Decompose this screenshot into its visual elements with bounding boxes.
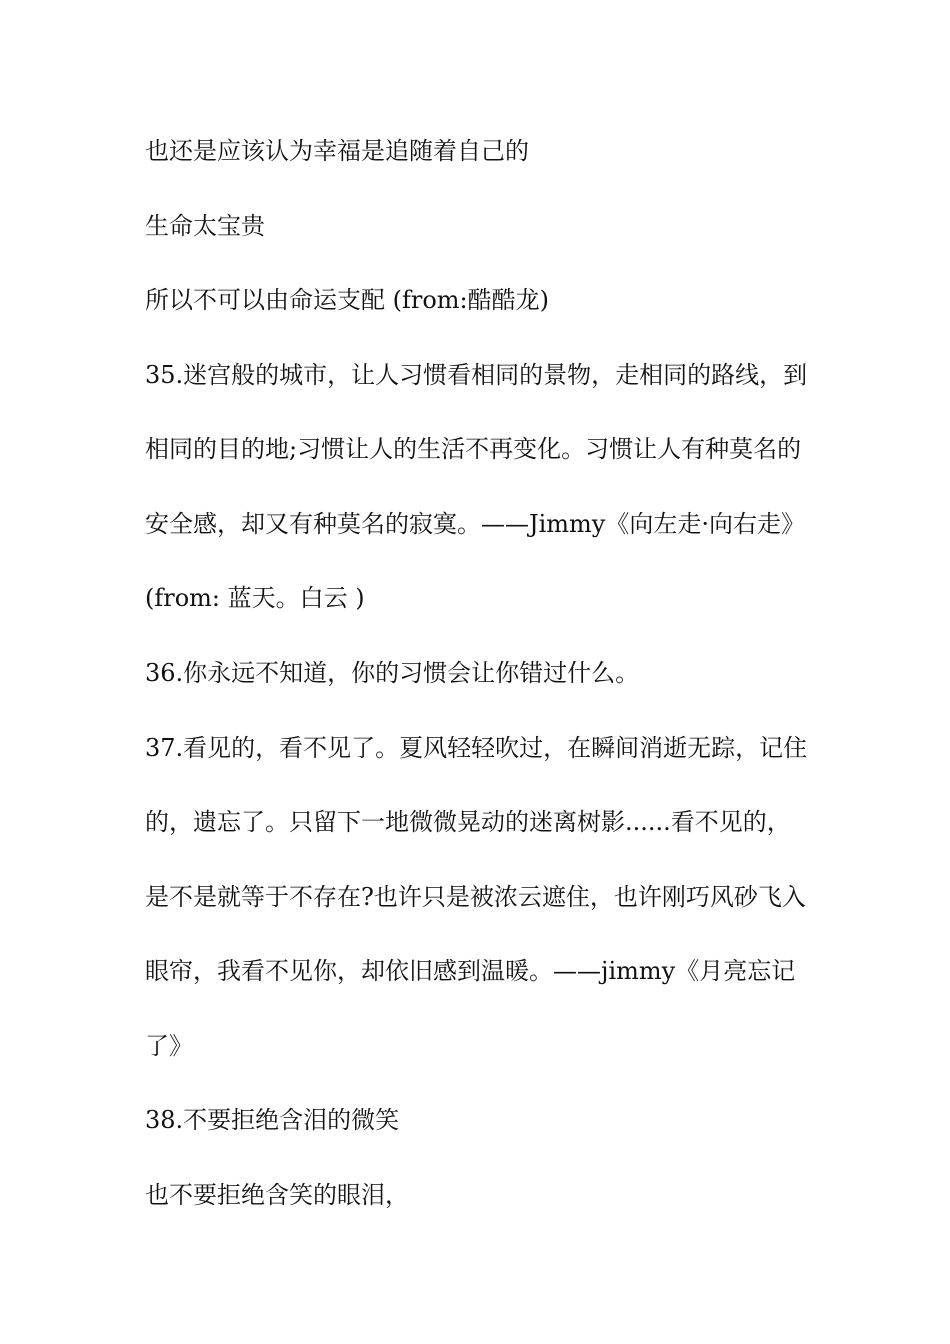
text-line: 也不要拒绝含笑的眼泪，	[145, 1181, 409, 1209]
text-line: 相同的目的地;习惯让人的生活不再变化。习惯让人有种莫名的	[145, 435, 802, 463]
text-line: 生命太宝贵	[145, 212, 265, 240]
text-line: 36.你永远不知道，你的习惯会让你错过什么。	[145, 659, 640, 687]
text-line: 所以不可以由命运支配 (from:酷酷龙)	[145, 286, 550, 314]
text-line: 也还是应该认为幸福是追随着自己的	[145, 137, 529, 165]
text-line: 了》	[145, 1032, 193, 1060]
text-line: 35.迷宫般的城市，让人习惯看相同的景物，走相同的路线，到	[145, 361, 808, 389]
text-line: 眼帘，我看不见你，却依旧感到温暖。——jimmy《月亮忘记	[145, 957, 796, 985]
text-line: 是不是就等于不存在?也许只是被浓云遮住，也许刚巧风砂飞入	[145, 883, 806, 911]
text-line: 的，遗忘了。只留下一地微微晃动的迷离树影......看不见的，	[145, 808, 791, 836]
text-line: 37.看见的，看不见了。夏风轻轻吹过，在瞬间消逝无踪，记住	[145, 734, 808, 762]
text-line: (from: 蓝天。白云 )	[145, 584, 365, 612]
text-line: 38.不要拒绝含泪的微笑	[145, 1106, 400, 1134]
text-line: 安全感，却又有种莫名的寂寞。——Jimmy《向左走·向右走》	[145, 510, 805, 538]
